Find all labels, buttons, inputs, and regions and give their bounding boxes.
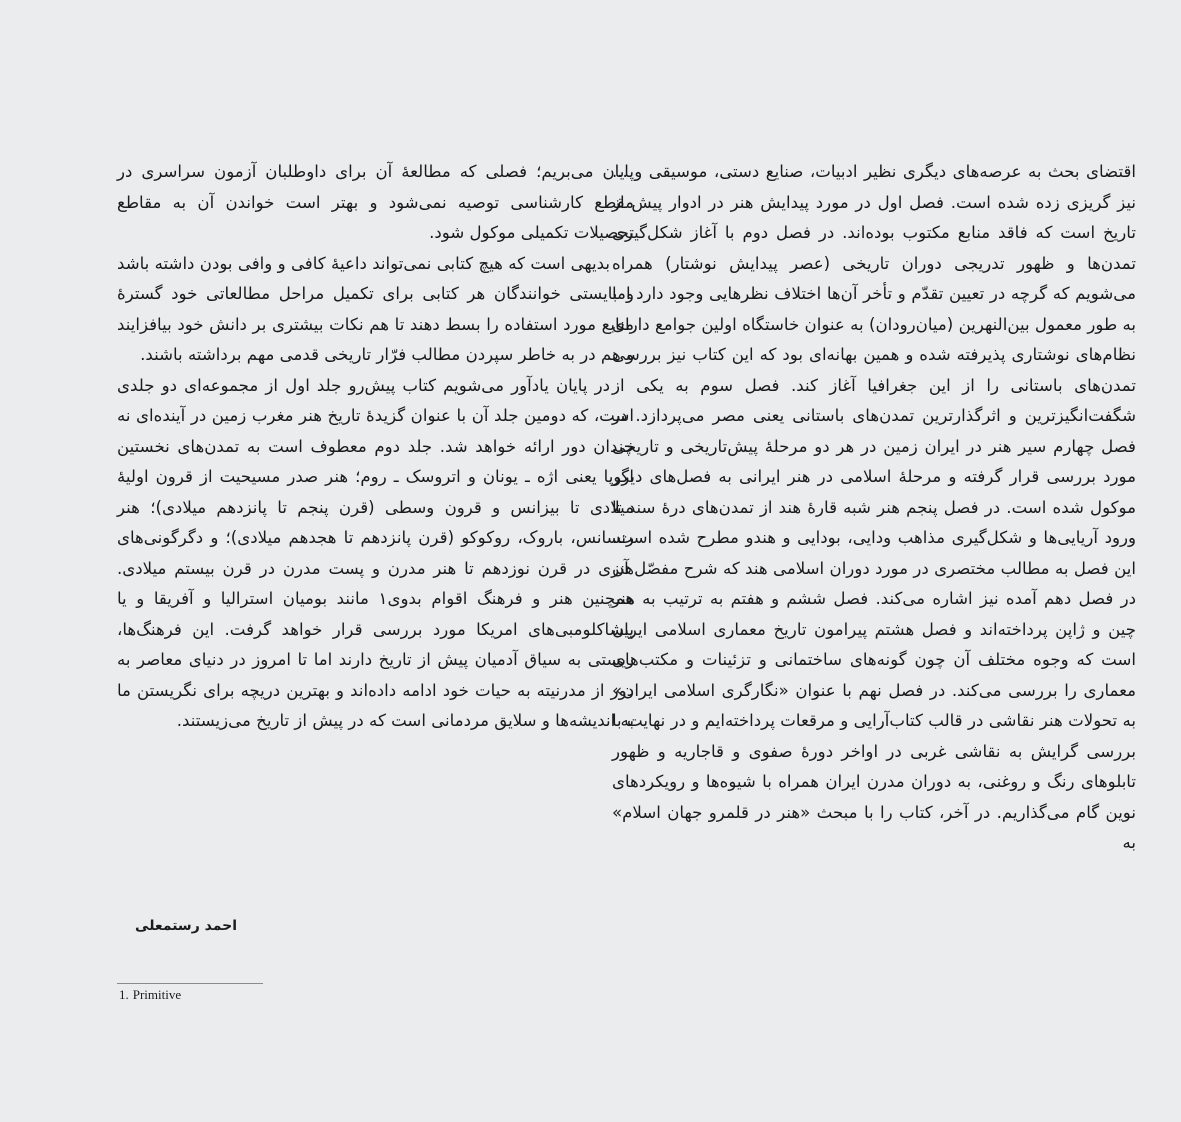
footnote-text: Primitive [132, 987, 182, 1002]
paragraph: در پایان یادآور می‌شویم کتاب پیش‌رو جلد اول از مجموعه‌ای دو جلدی است، که دومین جلد آن با عنوان گزیدهٔ تاریخ هنر مغرب زمین در آینده‌ای نه چندان دور ارائه خواهد شد. جلد دوم معطوف است به تمدن‌های نخستین اروپا یعنی اژه ـ یونان و اتروسک ـ روم؛ هنر صدر مسیحیت از قرون اولیهٔ میلادی تا بیزانس و قرون وسطی (قرن پنجم تا پانزدهم میلادی)؛ هنر رنسانس، باروک، روکوکو (قرن پانزدهم تا هجدهم میلادی)؛ و دگرگونی‌های هنری در قرن نوزدهم تا هنر مدرن و پست مدرن در قرن بیستم میلادی. همچنین هنر و فرهنگ اقوام بدوی۱ مانند بومیان استرالیا و آفریقا و یا پیشاکلومبی‌های امریکا مورد بررسی قرار خواهد گرفت. این فرهنگ‌ها، زیستی به سیاق آدمیان پیش از تاریخ دارند اما تا امروز در دنیای معاصر به دور از مدرنیته به حیات خود ادامه داده‌اند و بهترین دریچه برای نگریستن ما به اندیشه‌ها و سلایق مردمانی است که در پیش از تاریخ می‌زیستند. [117, 375, 634, 730]
left-text-column [117, 157, 634, 737]
footnote-number: 1. [119, 987, 129, 1002]
footnote [119, 986, 181, 1004]
author-signature: احمد رستمعلی [135, 918, 237, 934]
paragraph: پایان می‌بریم؛ فصلی که مطالعهٔ آن برای داوطلبان آزمون سراسری در مقطع کارشناسی توصیه نمی‌شود و بهتر است خواندن آن به مقاطع تحصیلات تکمیلی موکول شود. [117, 162, 634, 242]
right-text-column [612, 157, 1136, 859]
footnote-divider [117, 983, 263, 984]
paragraph: بدیهی است که هیچ کتابی نمی‌تواند داعیهٔ کافی و وافی بودن داشته باشد و بایستی خوانندگان هر کتابی برای تکمیل مراحل مطالعاتی خود گسترهٔ منابع مورد استفاده را بسط دهند تا هم نکات بیشتری بر دانش خود بیافزایند و هم در به خاطر سپردن مطالب فرّار تاریخی قدمی مهم برداشته باشند. [117, 253, 634, 364]
paragraph: اقتضای بحث به عرصه‌های دیگری نظیر ادبیات، صنایع دستی، موسیقی و ... نیز گریزی زده شده است. فصل اول در مورد پیدایش هنر در ادوار پیش از تاریخ است که فاقد منابع مکتوب بوده‌اند. در فصل دوم با آغاز شکل‌گیری تمدن‌ها و ظهور تدریجی دوران تاریخی (عصر پیدایش نوشتار) همراه می‌شویم که گرچه در تعیین تقدّم و تأخر آن‌ها اختلاف نظرهایی وجود دارد اما به طور معمول بین‌النهرین (میان‌رودان) به عنوان خاستگاه اولین جوامع دارای نظام‌های نوشتاری پذیرفته شده و همین بهانه‌ای بود که این کتاب نیز بررسی تمدن‌های باستانی را از این جغرافیا آغاز کند. فصل سوم به یکی از شگفت‌انگیزترین و اثرگذارترین تمدن‌های باستانی یعنی مصر می‌پردازد. در فصل چهارم سیر هنر در ایران زمین در هر دو مرحلهٔ پیش‌تاریخی و تاریخی مورد بررسی قرار گرفته و مرحلهٔ اسلامی در هنر ایرانی به فصل‌های دیگر موکول شده است. در فصل پنجم هنر شبه قارهٔ هند از تمدن‌های درهٔ سند تا ورود آریایی‌ها و شکل‌گیری مذاهب ودایی، بودایی و هندو مطرح شده است. این فصل به مطالب مختصری در مورد دوران اسلامی هند که شرح مفصّل آن در فصل دهم آمده نیز اشاره می‌کند. فصل ششم و هفتم به ترتیب به هنر چین و ژاپن پرداخته‌اند و فصل هشتم پیرامون تاریخ معماری اسلامی ایران است که وجوه مختلف آن چون گونه‌های ساختمانی و تزئینات و مکتب‌های معماری را بررسی می‌کند. در فصل نهم با عنوان «نگارگری اسلامی ایران» به تحولات هنر نقاشی در قالب کتاب‌آرایی و مرقعات پرداخته‌ایم و در نهایت با بررسی گرایش به نقاشی غربی در اواخر دورهٔ صفوی و قاجاریه و ظهور تابلوهای رنگ و روغنی، به دوران مدرن ایران همراه با شیوه‌ها و رویکردهای نوین گام می‌گذاریم. در آخر، کتاب را با مبحث «هنر در قلمرو جهان اسلام» به [612, 162, 1136, 852]
